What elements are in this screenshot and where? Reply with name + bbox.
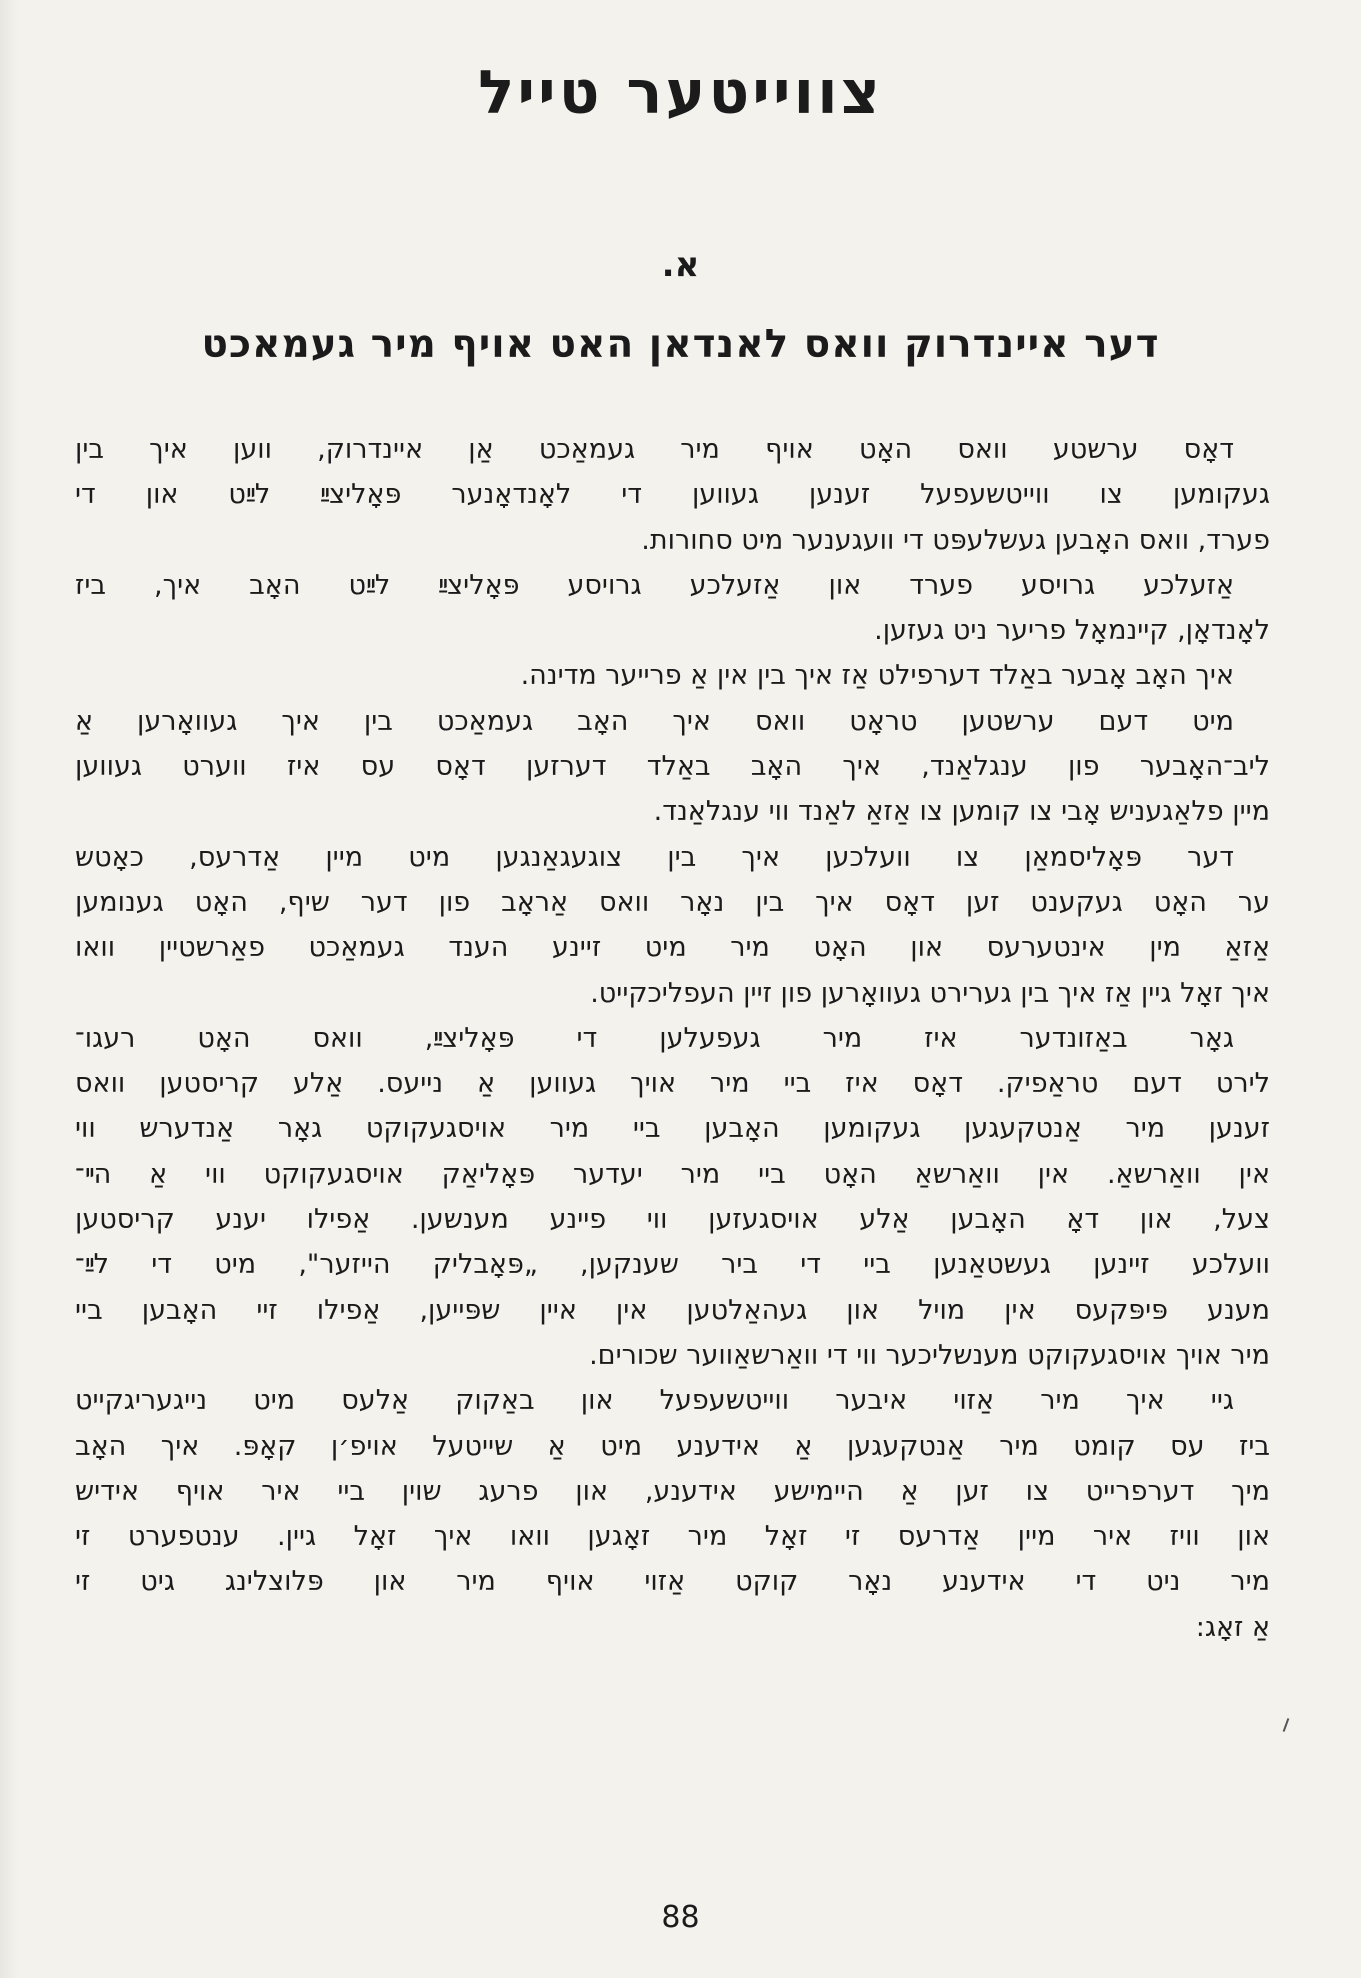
text-line: ליב־האָבער פון ענגלאַנד, איך האָב באַלד דערזען דאָס עס איז ווערט געווען: [75, 751, 1270, 783]
text-line: לירט דעם טראַפיק. דאָס איז ביי מיר אויך געווען אַ נייעס. אַלע קריסטען וואס: [75, 1068, 1270, 1100]
text-line: און וויז איר מיין אַדרעס זי זאָל מיר זאָגען וואו איך זאָל גיין. ענטפערט זי: [75, 1521, 1270, 1553]
text-line: מענע פּיפּקעס אין מויל און געהאַלטען אין איין שפּייען, אַפילו זיי האָבען ביי: [75, 1294, 1270, 1326]
text-line: אין וואַרשאַ. אין וואַרשאַ האָט ביי מיר יעדער פּאָליאַק אויסגעקוקט ווי אַ הײ־: [75, 1158, 1270, 1190]
text-line: פערד, וואס האָבען געשלעפּט די וועגענער מיט סחורות.: [641, 524, 1270, 556]
text-line: ער האָט געקענט זען דאָס איך בין נאָר וואס אַראָב פון דער שיף, האָט גענומען: [75, 886, 1270, 918]
text-line: דער פּאָליסמאַן צו וועלכען איך בין צוגעגאַנגען מיט מיין אַדרעס, כאָטש: [75, 841, 1234, 873]
text-line: געקומען צו ווייטשעפעל זענען געווען די לאָנדאָנער פּאָליצײַ לײַט און די: [75, 479, 1270, 511]
chapter-subtitle: דער איינדרוק וואס לאנדאן האט אויף מיר געמאכט: [201, 322, 1160, 367]
text-line: וועלכע זיינען געשטאַנען ביי די ביר שענקען, „פּאָבליק הייזער", מיט די לײַ־: [75, 1249, 1270, 1281]
text-line: איך זאָל גיין אַז איך בין גערירט געוואָרען פון זיין העפליכקייט.: [590, 977, 1270, 1009]
text-line: גיי איך מיר אַזוי איבער ווייטשעפעל און באַקוק אַלעס מיט נייגעריגקייט: [75, 1385, 1234, 1417]
text-line: לאָנדאָן, קיינמאָל פריער ניט געזען.: [874, 615, 1270, 647]
text-line: מיך דערפרייט צו זען אַ היימישע אידענע, און פרעג שוין ביי איר אויף אידיש: [75, 1475, 1270, 1507]
text-line: אַזאַ מין אינטערעס און האָט מיר מיט זיינע הענד געמאַכט פאַרשטיין וואו: [75, 932, 1270, 964]
text-line: מיר ניט די אידענע נאָר קוקט אַזוי אויף מיר און פּלוצלינג גיט זי: [75, 1566, 1270, 1598]
text-line: גאָר באַזונדער איז מיר געפעלען די פּאָליצײַ, וואס האָט רעגו־: [75, 1022, 1234, 1054]
page-number: 88: [661, 1900, 700, 1935]
text-line: דאָס ערשטע וואס האָט אויף מיר געמאַכט אַן איינדרוק, ווען איך בין: [75, 434, 1234, 465]
text-line: אַ זאָג:: [1195, 1611, 1270, 1643]
pencil-mark: [1283, 1718, 1290, 1732]
text-line: זענען מיר אַנטקעגען געקומען האָבען ביי מיר אויסגעקוקט גאָר אַנדערש ווי: [75, 1113, 1270, 1145]
text-line: מיר אויך אויסגעקוקט מענשליכער ווי די וואַרשאַווער שכורים.: [589, 1339, 1270, 1371]
body-text: [75, 427, 1270, 1650]
text-line: צעל, און דאָ האָבען אַלע אויסגעזען ווי פיינע מענשען. אַפילו יענע קריסטען: [75, 1204, 1270, 1236]
text-line: מיט דעם ערשטען טראָט וואס איך האָב געמאַכט בין איך געוואָרען אַ: [75, 705, 1234, 737]
text-line: אַזעלכע גרויסע פערד און אַזעלכע גרויסע פּאָליצײַ לײַט האָב איך, ביז: [75, 569, 1234, 601]
section-letter: א.: [661, 245, 700, 285]
text-line: מיין פלאַגעניש אָבי צו קומען צו אַזאַ לאַנד ווי ענגלאַנד.: [653, 796, 1270, 828]
text-line: איך האָב אָבער באַלד דערפילט אַז איך בין אין אַ פרייער מדינה.: [520, 660, 1234, 692]
part-title: צווייטער טייל: [478, 58, 883, 128]
text-line: ביז עס קומט מיר אַנטקעגען אַ אידענע מיט אַ שייטעל אויפ׳ן קאָפּ. איך האָב: [75, 1430, 1270, 1462]
